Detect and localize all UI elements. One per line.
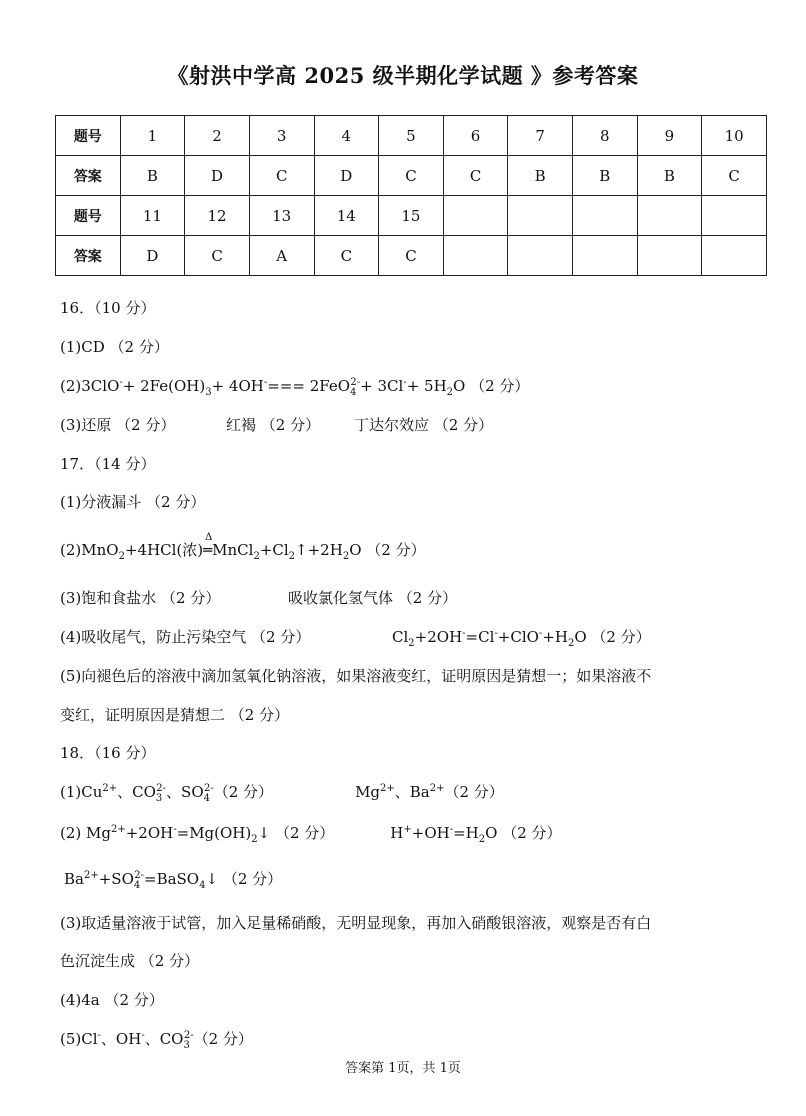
charge: - (403, 377, 407, 388)
q18-part2-cont (64, 869, 282, 889)
table-cell: 5 (379, 116, 444, 156)
text: Cl (392, 628, 409, 646)
table-cell: C (379, 156, 444, 196)
subscript: 2 (478, 834, 486, 845)
q18-heading: 18．（16 分） (60, 744, 156, 762)
text: (3)饱和食盐水 （2 分） (60, 589, 221, 607)
row-label: 题号 (56, 196, 121, 236)
text: ↑+2H (295, 541, 343, 559)
text: +Cl (259, 541, 289, 559)
text: (2) Mg (60, 824, 111, 842)
subscript: 4 (350, 387, 357, 398)
text: 、Ba (394, 783, 430, 801)
charge: - (141, 1030, 145, 1041)
q17-part3 (60, 588, 457, 608)
charge: - (263, 377, 268, 388)
table-cell: C (443, 156, 508, 196)
delta-symbol: Δ (205, 532, 213, 543)
q18-part3-line1: (3)取适量溶液于试管，加入足量稀硝酸，无明显现象，再加入硝酸银溶液，观察是否有白 (60, 914, 652, 932)
text: +2OH (125, 824, 174, 842)
table-cell: 11 (120, 196, 185, 236)
q18-part4: (4)4a （2 分） (60, 991, 164, 1009)
text: （2 分） (193, 1030, 253, 1048)
subscript: 2 (251, 834, 258, 845)
table-cell: C (249, 156, 314, 196)
row-label: 答案 (56, 236, 121, 276)
table-cell (702, 196, 767, 236)
q18-part2 (60, 823, 562, 843)
text: O （2 分） (574, 628, 651, 646)
table-row (56, 196, 767, 236)
subscript: 3 (155, 793, 163, 804)
charge: 2- (183, 1030, 194, 1041)
text: O （2 分） (453, 377, 530, 395)
table-cell (508, 196, 573, 236)
text: (5)Cl (60, 1030, 98, 1048)
table-cell: 12 (185, 196, 250, 236)
text: + 4OH (211, 377, 264, 395)
table-row (56, 116, 767, 156)
charge: - (449, 824, 454, 835)
text: (2)MnO (60, 541, 119, 559)
subscript: 2 (567, 638, 575, 649)
q17-part5-line1: (5)向褪色后的溶液中滴加氢氧化钠溶液，如果溶液变红，证明原因是猜想一；如果溶液不 (60, 667, 652, 685)
charge: 2+ (380, 783, 395, 794)
text: 丁达尔效应 （2 分） (354, 416, 494, 434)
charge: - (173, 824, 177, 835)
q18-part5 (60, 1029, 253, 1049)
q16-heading: 16．（10 分） (60, 299, 156, 317)
subscript: 3 (183, 1040, 190, 1051)
subscript: 2 (253, 551, 260, 562)
table-cell (637, 236, 702, 276)
q17-part1: (1)分液漏斗 （2 分） (60, 493, 206, 511)
table-cell: B (573, 156, 638, 196)
text: +4HCl(浓) (124, 541, 204, 559)
subscript: 2 (446, 387, 454, 398)
table-cell: 14 (314, 196, 379, 236)
table-cell: C (702, 156, 767, 196)
text: =H (453, 824, 479, 842)
charge: + (403, 824, 412, 835)
table-cell (508, 236, 573, 276)
table-cell: 6 (443, 116, 508, 156)
text: （2 分） (444, 783, 504, 801)
text: (1)Cu (60, 783, 103, 801)
subscript: 2 (288, 551, 296, 562)
text: （2 分） (213, 783, 274, 801)
table-cell: A (249, 236, 314, 276)
text: =Mg(OH) (176, 824, 252, 842)
charge: - (538, 628, 543, 639)
table-cell: 2 (185, 116, 250, 156)
text: === 2FeO (267, 377, 351, 395)
text: 红褐 （2 分） (226, 416, 321, 434)
table-cell: B (120, 156, 185, 196)
text: MnCl (212, 541, 254, 559)
text: +ClO (497, 628, 539, 646)
charge: 2- (156, 783, 167, 794)
table-row (56, 156, 767, 196)
text: + 5H (406, 377, 447, 395)
charge: - (119, 377, 123, 388)
q16-part3 (60, 415, 493, 435)
q18-part1 (60, 782, 504, 802)
q17-part2 (60, 532, 426, 562)
text: + 2Fe(OH) (122, 377, 206, 395)
text: 、SO (166, 783, 204, 801)
table-row (56, 236, 767, 276)
table-cell: D (120, 236, 185, 276)
table-cell: D (314, 156, 379, 196)
table-cell: 7 (508, 116, 573, 156)
answer-table (55, 115, 767, 276)
text: =Cl (465, 628, 495, 646)
charge: 2+ (102, 783, 118, 794)
subscript: 4 (203, 793, 210, 804)
charge: 2+ (429, 783, 445, 794)
text: =BaSO (144, 870, 200, 888)
subscript: 2 (342, 551, 350, 562)
charge: 2- (204, 783, 214, 794)
subscript: 3 (205, 387, 212, 398)
row-label: 题号 (56, 116, 121, 156)
table-cell (702, 236, 767, 276)
table-cell: 15 (379, 196, 444, 236)
text: ↓ （2 分） (257, 824, 335, 842)
text: H (390, 824, 404, 842)
table-cell: C (314, 236, 379, 276)
text: 吸收氯化氢气体 （2 分） (288, 589, 458, 607)
q17-part5-line2: 变红，证明原因是猜想二 （2 分） (60, 706, 290, 724)
text: (4)吸收尾气，防止污染空气 （2 分） (60, 628, 311, 646)
table-cell: 1 (120, 116, 185, 156)
text: +OH (411, 824, 450, 842)
text: Mg (355, 783, 381, 801)
subscript: 4 (199, 880, 206, 891)
page-title: 《射洪中学高 2025 级半期化学试题 》参考答案 (167, 63, 639, 88)
table-cell: 10 (702, 116, 767, 156)
table-cell: 13 (249, 196, 314, 236)
text: O （2 分） (485, 824, 562, 842)
text: +SO (98, 870, 134, 888)
text: ↓ （2 分） (205, 870, 283, 888)
table-cell: 3 (249, 116, 314, 156)
charge: - (494, 628, 498, 639)
text: (3)还原 （2 分） (60, 416, 176, 434)
text: 、CO (117, 783, 156, 801)
text: +2OH (414, 628, 463, 646)
charge: 2+ (110, 824, 126, 835)
table-cell (443, 196, 508, 236)
charge: 2- (350, 377, 361, 388)
table-cell (443, 236, 508, 276)
charge: 2+ (83, 870, 99, 881)
text: Ba (64, 870, 84, 888)
q17-heading: 17．（14 分） (60, 455, 156, 473)
text: + 3Cl (360, 377, 404, 395)
q18-part3-line2: 色沉淀生成 （2 分） (60, 952, 200, 970)
subscript: 2 (408, 638, 415, 649)
table-cell: D (185, 156, 250, 196)
text: O （2 分） (349, 541, 426, 559)
table-cell (573, 196, 638, 236)
text: 、CO (144, 1030, 184, 1048)
table-cell: B (637, 156, 702, 196)
table-cell: B (508, 156, 573, 196)
charge: - (462, 628, 466, 639)
table-cell: 9 (637, 116, 702, 156)
table-cell: 8 (573, 116, 638, 156)
table-cell: 4 (314, 116, 379, 156)
table-cell (637, 196, 702, 236)
row-label: 答案 (56, 156, 121, 196)
subscript: 2 (118, 551, 125, 562)
table-cell: C (379, 236, 444, 276)
text: (2)3ClO (60, 377, 120, 395)
q16-part1: (1)CD （2 分） (60, 338, 169, 356)
q17-part4 (60, 627, 651, 647)
table-cell: C (185, 236, 250, 276)
heat-arrow: Δ ═ (203, 540, 212, 560)
table-cell (573, 236, 638, 276)
charge: - (97, 1030, 101, 1041)
subscript: 4 (133, 880, 141, 891)
page-footer: 答案第 1页，共 1页 (345, 1061, 461, 1076)
q16-part2 (60, 376, 529, 396)
charge: 2- (134, 870, 144, 881)
text: +H (542, 628, 568, 646)
text: 、OH (100, 1030, 142, 1048)
